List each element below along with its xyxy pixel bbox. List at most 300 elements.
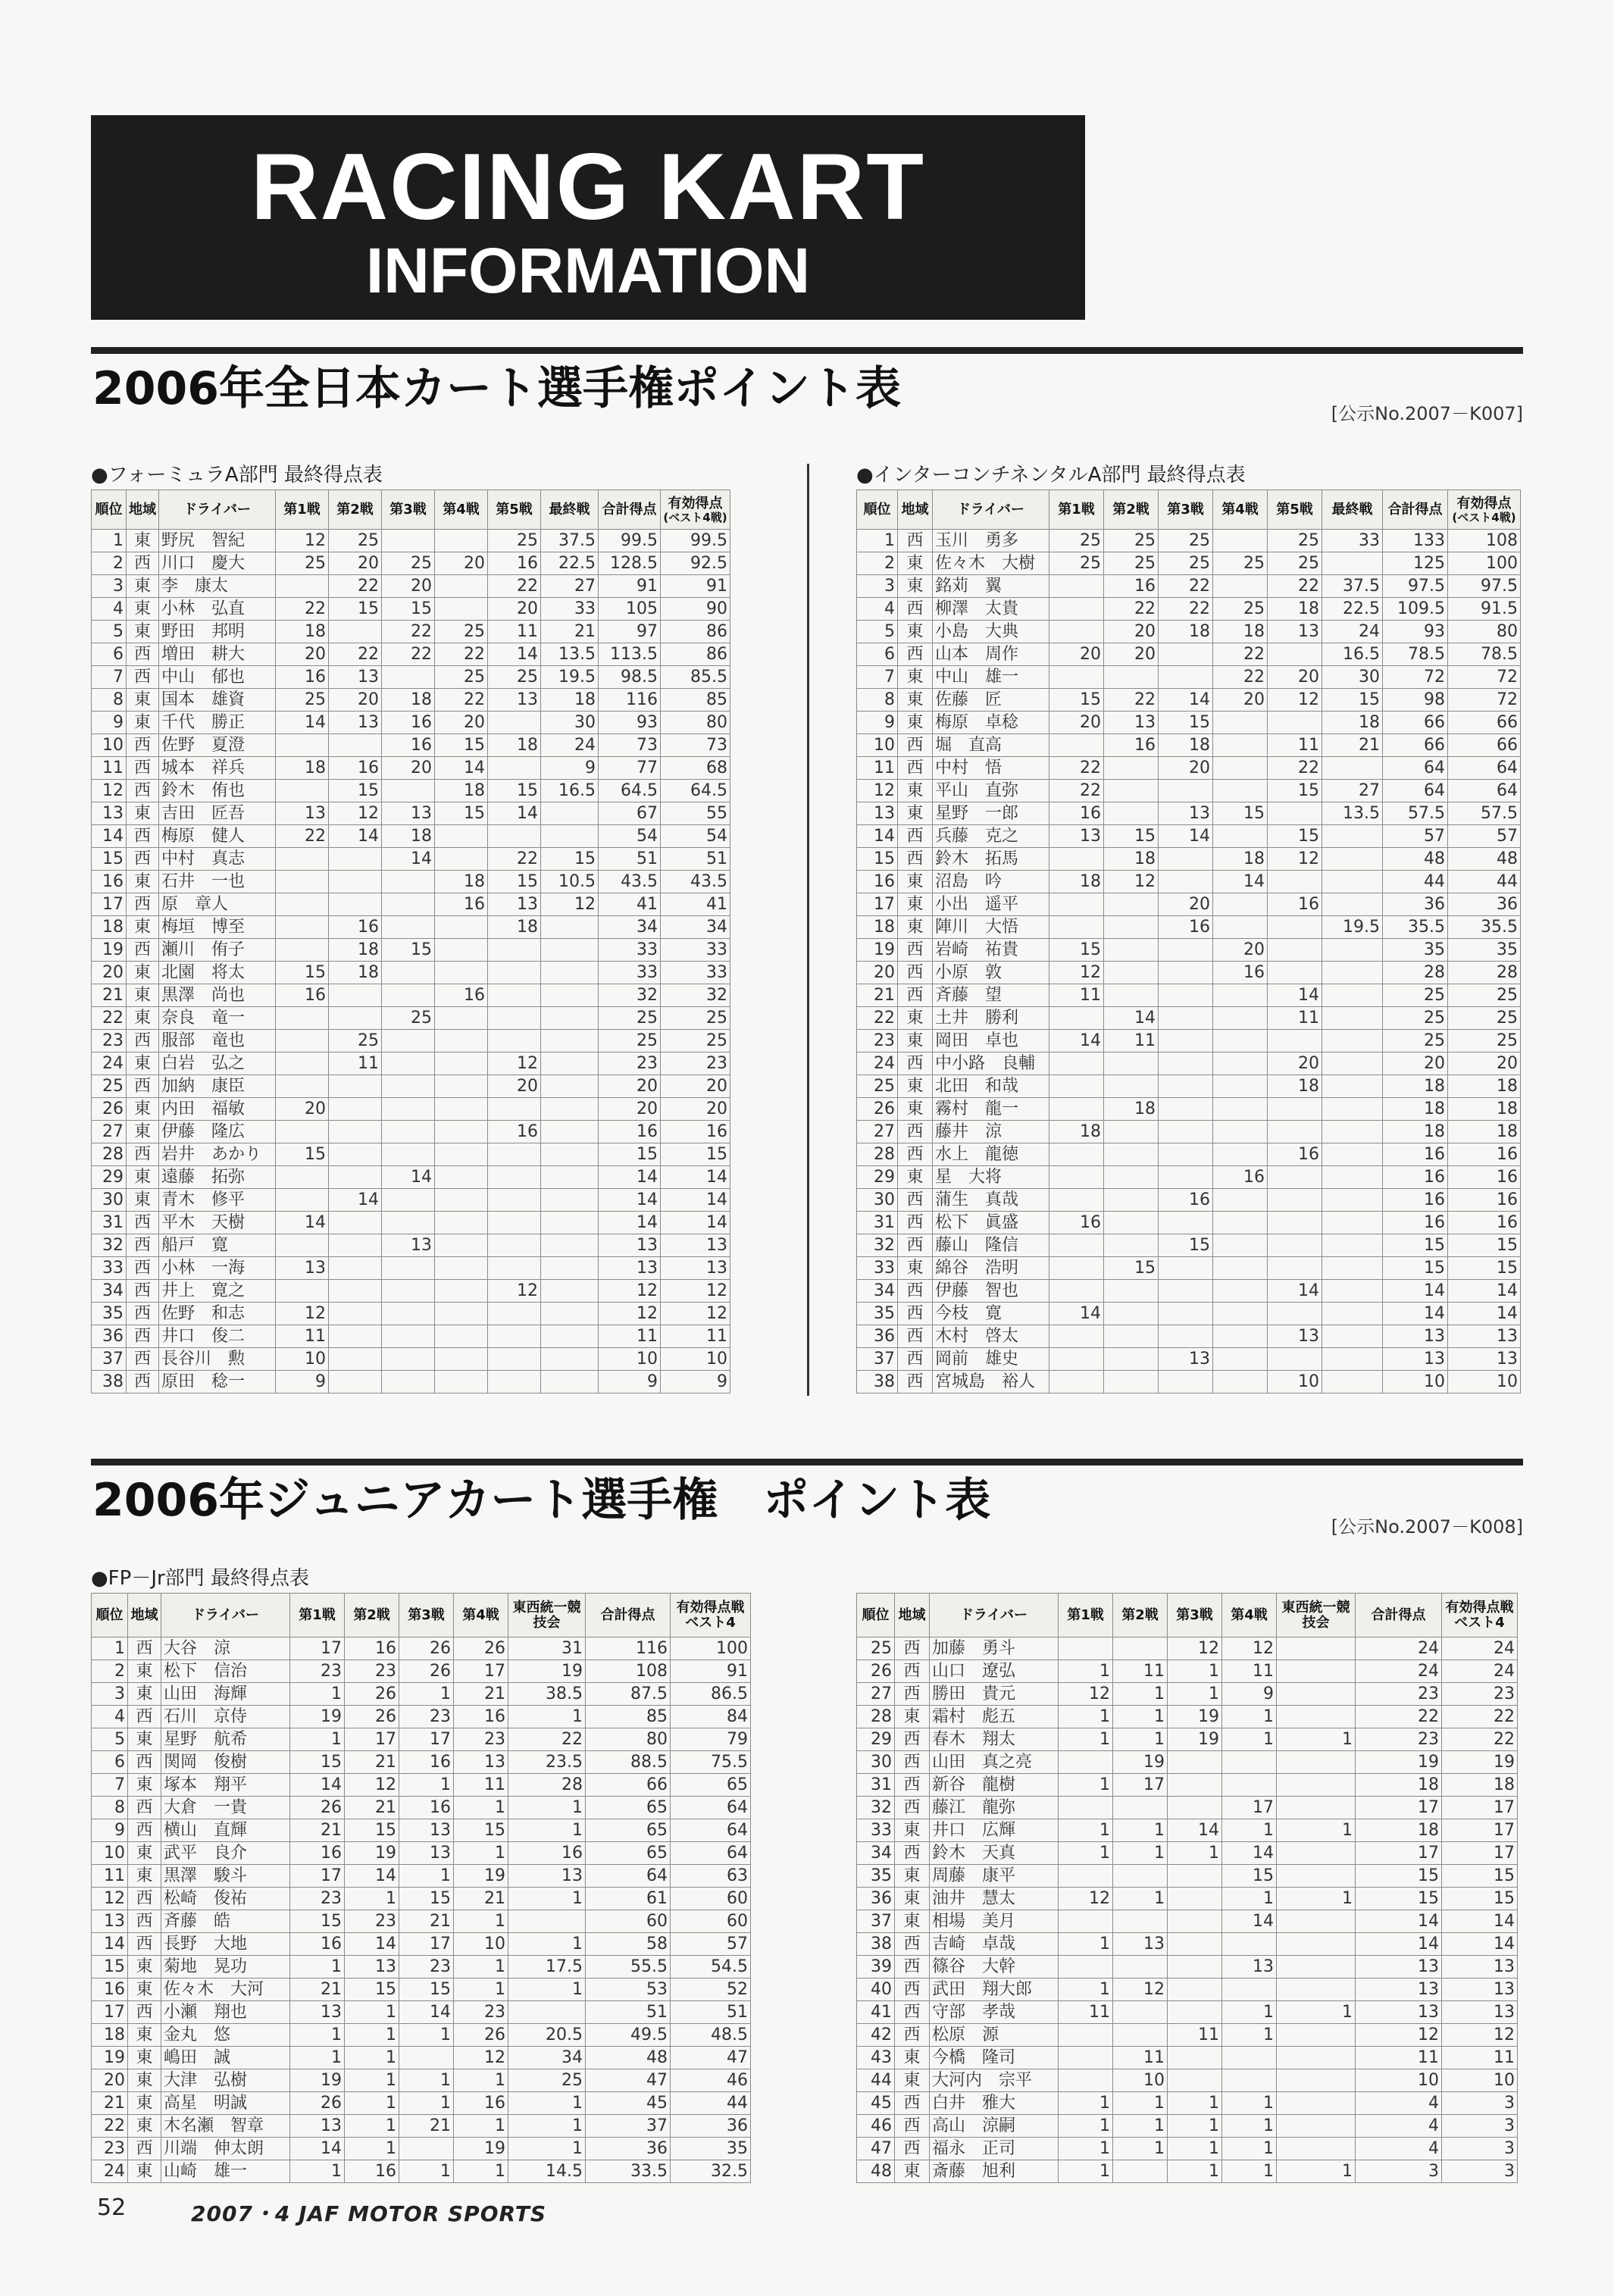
- points-cell: 1: [1277, 2160, 1356, 2183]
- points-cell: 48: [1448, 848, 1521, 871]
- points-cell: [435, 916, 488, 939]
- points-cell: 14: [290, 2138, 345, 2160]
- points-cell: 1: [1168, 2138, 1222, 2160]
- rank-cell: 12: [92, 1888, 128, 1910]
- points-cell: [435, 1143, 488, 1166]
- table-row: [92, 962, 730, 984]
- region-cell: 西: [127, 1371, 159, 1394]
- points-cell: 57: [671, 1933, 751, 1956]
- points-cell: [329, 871, 382, 893]
- region-cell: 西: [895, 2138, 930, 2160]
- region-cell: 東: [127, 802, 159, 825]
- points-cell: 86: [661, 643, 730, 666]
- points-cell: 25: [1104, 552, 1159, 575]
- rank-cell: 22: [857, 1007, 898, 1030]
- region-cell: 東: [128, 2115, 161, 2138]
- points-cell: [541, 1371, 599, 1394]
- points-cell: [1159, 1212, 1213, 1234]
- table-row: [92, 598, 730, 621]
- points-cell: [1277, 1842, 1356, 1865]
- table-row: [857, 1910, 1518, 1933]
- points-cell: 12: [276, 1303, 329, 1325]
- rank-cell: 30: [857, 1189, 898, 1212]
- points-cell: 22: [488, 575, 541, 598]
- points-cell: 33: [541, 598, 599, 621]
- points-cell: 1: [399, 2160, 454, 2183]
- region-cell: 東: [127, 1189, 159, 1212]
- points-cell: 18: [435, 780, 488, 802]
- points-cell: [1104, 1121, 1159, 1143]
- rank-cell: 28: [92, 1143, 127, 1166]
- points-cell: [1268, 1234, 1322, 1257]
- region-cell: 西: [127, 1348, 159, 1371]
- table-row: [92, 689, 730, 712]
- rank-cell: 35: [857, 1303, 898, 1325]
- banner-line2: INFORMATION: [365, 235, 811, 306]
- points-cell: 1: [290, 2047, 345, 2069]
- points-cell: 1: [454, 1910, 508, 1933]
- points-cell: 36: [1448, 893, 1521, 916]
- table-row: [857, 2138, 1518, 2160]
- points-cell: [1277, 1797, 1356, 1819]
- points-cell: 25: [508, 2069, 586, 2092]
- points-cell: [1168, 1865, 1222, 1888]
- points-cell: [1277, 1660, 1356, 1683]
- col-region: 地域: [895, 1594, 930, 1638]
- rank-cell: 33: [92, 1257, 127, 1280]
- points-cell: 20: [661, 1075, 730, 1098]
- points-cell: 20: [329, 552, 382, 575]
- points-cell: 14: [599, 1166, 661, 1189]
- driver-cell: 川口 慶大: [159, 552, 276, 575]
- points-cell: 16: [1049, 1212, 1104, 1234]
- points-cell: 9: [1222, 1683, 1277, 1706]
- points-cell: 12: [1113, 1979, 1168, 2001]
- points-cell: [541, 1257, 599, 1280]
- table-row: [92, 1683, 751, 1706]
- table-row: [857, 848, 1521, 871]
- points-cell: 53: [586, 1979, 671, 2001]
- table-row: [92, 1774, 751, 1797]
- points-cell: 84: [671, 1706, 751, 1728]
- points-cell: [276, 939, 329, 962]
- driver-cell: 大河内 宗平: [930, 2069, 1059, 2092]
- driver-cell: 堀 直高: [933, 734, 1049, 757]
- points-cell: [488, 1166, 541, 1189]
- intercon-a-title: ●インターコンチネンタルA部門 最終得点表: [856, 464, 1246, 486]
- points-cell: 47: [586, 2069, 671, 2092]
- table-row: [857, 598, 1521, 621]
- points-cell: 22: [435, 689, 488, 712]
- points-cell: 98.5: [599, 666, 661, 689]
- driver-cell: 沼島 吟: [933, 871, 1049, 893]
- points-cell: 33: [661, 962, 730, 984]
- points-cell: 25: [435, 666, 488, 689]
- rank-cell: 11: [92, 757, 127, 780]
- points-cell: 91: [599, 575, 661, 598]
- rank-cell: 7: [92, 666, 127, 689]
- region-cell: 西: [895, 1956, 930, 1979]
- driver-cell: 塚本 翔平: [161, 1774, 290, 1797]
- points-cell: 23: [661, 1053, 730, 1075]
- points-cell: 13: [276, 1257, 329, 1280]
- rank-cell: 15: [857, 848, 898, 871]
- points-cell: 20: [1104, 621, 1159, 643]
- region-cell: 東: [895, 1706, 930, 1728]
- region-cell: 西: [895, 1638, 930, 1660]
- points-cell: 15: [382, 939, 435, 962]
- points-cell: 99.5: [599, 530, 661, 552]
- points-cell: 23: [1442, 1683, 1518, 1706]
- points-cell: [1168, 2001, 1222, 2024]
- region-cell: 東: [895, 2160, 930, 2183]
- points-cell: 25: [276, 689, 329, 712]
- region-cell: 西: [127, 1303, 159, 1325]
- col-rank: 順位: [92, 490, 127, 530]
- table-row: [857, 1075, 1521, 1098]
- col-total: 合計得点: [599, 490, 661, 530]
- points-cell: 17: [290, 1638, 345, 1660]
- points-cell: [382, 1325, 435, 1348]
- points-cell: [1277, 2115, 1356, 2138]
- points-cell: [435, 1234, 488, 1257]
- points-cell: 18: [276, 757, 329, 780]
- points-cell: 13: [1049, 825, 1104, 848]
- points-cell: 37.5: [541, 530, 599, 552]
- page-number: 52: [97, 2194, 127, 2221]
- points-cell: [488, 757, 541, 780]
- table-row: [92, 530, 730, 552]
- points-cell: [1277, 1910, 1356, 1933]
- rank-cell: 8: [92, 1797, 128, 1819]
- points-cell: 13: [329, 712, 382, 734]
- region-cell: 西: [127, 1075, 159, 1098]
- points-cell: 13: [1442, 1956, 1518, 1979]
- points-cell: 55: [661, 802, 730, 825]
- points-cell: 22: [276, 598, 329, 621]
- table-row: [92, 621, 730, 643]
- points-cell: 14: [276, 1212, 329, 1234]
- points-cell: 15: [1268, 780, 1322, 802]
- points-cell: 13: [454, 1751, 508, 1774]
- table-row: [92, 939, 730, 962]
- points-cell: 60: [671, 1910, 751, 1933]
- region-cell: 西: [895, 1751, 930, 1774]
- points-cell: 125: [1383, 552, 1448, 575]
- points-cell: 64: [671, 1797, 751, 1819]
- rank-cell: 22: [92, 1007, 127, 1030]
- points-cell: 15: [1442, 1888, 1518, 1910]
- points-cell: [1104, 780, 1159, 802]
- points-cell: 20: [1049, 712, 1104, 734]
- driver-cell: 船戸 寛: [159, 1234, 276, 1257]
- points-cell: 14: [1356, 1933, 1442, 1956]
- region-cell: 東: [128, 2092, 161, 2115]
- points-cell: [382, 1075, 435, 1098]
- points-cell: 19: [1113, 1751, 1168, 1774]
- points-cell: 14: [1442, 1910, 1518, 1933]
- points-cell: 14: [1222, 1910, 1277, 1933]
- points-cell: [276, 1234, 329, 1257]
- rank-cell: 2: [857, 552, 898, 575]
- points-cell: 16: [599, 1121, 661, 1143]
- points-cell: 14: [345, 1865, 399, 1888]
- points-cell: 88.5: [586, 1751, 671, 1774]
- region-cell: 東: [895, 2069, 930, 2092]
- points-cell: 16: [1383, 1189, 1448, 1212]
- driver-cell: 藤山 隆信: [933, 1234, 1049, 1257]
- table-row: [857, 1143, 1521, 1166]
- points-cell: [1113, 2160, 1168, 2183]
- points-cell: [382, 1212, 435, 1234]
- rank-cell: 48: [857, 2160, 895, 2183]
- region-cell: 西: [895, 2092, 930, 2115]
- points-cell: 1: [454, 2160, 508, 2183]
- driver-cell: 小原 敦: [933, 962, 1049, 984]
- points-cell: [329, 1121, 382, 1143]
- points-cell: 15: [435, 802, 488, 825]
- table-row: [92, 2160, 751, 2183]
- region-cell: 西: [127, 825, 159, 848]
- table-row: [857, 916, 1521, 939]
- driver-cell: 篠谷 大幹: [930, 1956, 1059, 1979]
- points-cell: 12: [1268, 848, 1322, 871]
- points-cell: 25: [1448, 1007, 1521, 1030]
- points-cell: [1277, 1751, 1356, 1774]
- table-row: [92, 757, 730, 780]
- fp-jr-table-right: [856, 1593, 1518, 2183]
- points-cell: [382, 871, 435, 893]
- points-cell: [1213, 530, 1268, 552]
- col-valid-note: (ベスト4戦): [1452, 510, 1516, 524]
- points-cell: [276, 893, 329, 916]
- points-cell: 66: [1448, 712, 1521, 734]
- points-cell: [1049, 916, 1104, 939]
- region-cell: 東: [898, 1098, 933, 1121]
- rank-cell: 16: [857, 871, 898, 893]
- rank-cell: 42: [857, 2024, 895, 2047]
- points-cell: [1213, 1030, 1268, 1053]
- points-cell: 58: [586, 1933, 671, 1956]
- points-cell: 21: [454, 1683, 508, 1706]
- points-cell: 1: [508, 2138, 586, 2160]
- points-cell: 35: [1448, 939, 1521, 962]
- points-cell: [276, 1030, 329, 1053]
- points-cell: [488, 1371, 541, 1394]
- region-cell: 西: [895, 1979, 930, 2001]
- points-cell: 13: [399, 1842, 454, 1865]
- points-cell: 11: [599, 1325, 661, 1348]
- points-cell: 3: [1442, 2092, 1518, 2115]
- table-row: [857, 825, 1521, 848]
- points-cell: [329, 1257, 382, 1280]
- points-cell: 13: [1222, 1956, 1277, 1979]
- region-cell: 西: [895, 1728, 930, 1751]
- points-cell: 1: [1113, 1683, 1168, 1706]
- points-cell: 22.5: [541, 552, 599, 575]
- points-cell: 13: [329, 666, 382, 689]
- points-cell: 22: [1104, 689, 1159, 712]
- points-cell: [1268, 1189, 1322, 1212]
- points-cell: [541, 1121, 599, 1143]
- points-cell: 13: [382, 802, 435, 825]
- driver-cell: 山田 海輝: [161, 1683, 290, 1706]
- table-row: [857, 939, 1521, 962]
- points-cell: 20: [382, 757, 435, 780]
- points-cell: 17.5: [508, 1956, 586, 1979]
- points-cell: 22: [382, 621, 435, 643]
- points-cell: [541, 962, 599, 984]
- table-row: [92, 1303, 730, 1325]
- points-cell: 16: [399, 1751, 454, 1774]
- driver-cell: 原田 稔一: [159, 1371, 276, 1394]
- points-cell: 34: [508, 2047, 586, 2069]
- points-cell: 41: [599, 893, 661, 916]
- driver-cell: 長谷川 勲: [159, 1348, 276, 1371]
- points-cell: 12: [1268, 689, 1322, 712]
- points-cell: 13: [1383, 1348, 1448, 1371]
- region-cell: 東: [127, 1098, 159, 1121]
- points-cell: 36: [1383, 893, 1448, 916]
- col-valid-label: 有効得点: [1456, 495, 1512, 511]
- points-cell: [435, 1348, 488, 1371]
- points-cell: 108: [1448, 530, 1521, 552]
- col-final: 最終戦: [541, 490, 599, 530]
- table-row: [92, 1030, 730, 1053]
- points-cell: [435, 1075, 488, 1098]
- region-cell: 西: [127, 780, 159, 802]
- table-row: [92, 1053, 730, 1075]
- rank-cell: 4: [857, 598, 898, 621]
- points-cell: [276, 1053, 329, 1075]
- points-cell: [1159, 1121, 1213, 1143]
- rank-cell: 29: [92, 1166, 127, 1189]
- region-cell: 東: [895, 1819, 930, 1842]
- points-cell: 66: [586, 1774, 671, 1797]
- driver-cell: 陣川 大悟: [933, 916, 1049, 939]
- points-cell: 13: [1159, 802, 1213, 825]
- driver-cell: 綿谷 浩明: [933, 1257, 1049, 1280]
- region-cell: 東: [127, 712, 159, 734]
- points-cell: [1159, 1257, 1213, 1280]
- points-cell: 15: [1213, 802, 1268, 825]
- points-cell: [1049, 1371, 1104, 1394]
- points-cell: [1213, 1212, 1268, 1234]
- points-cell: [541, 1007, 599, 1030]
- points-cell: 12: [1104, 871, 1159, 893]
- rank-cell: 11: [857, 757, 898, 780]
- points-cell: 1: [1059, 1979, 1113, 2001]
- table-row: [857, 2160, 1518, 2183]
- rank-cell: 5: [857, 621, 898, 643]
- points-cell: [1322, 984, 1383, 1007]
- driver-cell: 銘苅 翼: [933, 575, 1049, 598]
- points-cell: [329, 1371, 382, 1394]
- points-cell: 49.5: [586, 2024, 671, 2047]
- rank-cell: 22: [92, 2115, 128, 2138]
- points-cell: [382, 893, 435, 916]
- points-cell: [1213, 1280, 1268, 1303]
- points-cell: 18: [1268, 598, 1322, 621]
- points-cell: 17: [1442, 1797, 1518, 1819]
- points-cell: [1159, 780, 1213, 802]
- points-cell: 1: [1059, 2092, 1113, 2115]
- points-cell: 16.5: [1322, 643, 1383, 666]
- rank-cell: 39: [857, 1956, 895, 1979]
- points-cell: 14: [1222, 1842, 1277, 1865]
- points-cell: 13: [290, 2001, 345, 2024]
- points-cell: 1: [345, 2092, 399, 2115]
- table-row: [92, 1865, 751, 1888]
- points-cell: 18: [1213, 848, 1268, 871]
- region-cell: 東: [898, 1007, 933, 1030]
- points-cell: 17: [1442, 1842, 1518, 1865]
- table-row: [92, 2092, 751, 2115]
- points-cell: [488, 1325, 541, 1348]
- rank-cell: 6: [92, 1751, 128, 1774]
- points-cell: 9: [276, 1371, 329, 1394]
- points-cell: 12: [345, 1774, 399, 1797]
- points-cell: 23: [399, 1956, 454, 1979]
- points-cell: 12: [541, 893, 599, 916]
- points-cell: [1159, 1303, 1213, 1325]
- points-cell: 15: [488, 780, 541, 802]
- points-cell: [488, 984, 541, 1007]
- rank-cell: 24: [857, 1053, 898, 1075]
- points-cell: [1213, 712, 1268, 734]
- driver-cell: 藤江 龍弥: [930, 1797, 1059, 1819]
- points-cell: [1322, 1371, 1383, 1394]
- points-cell: 14: [599, 1189, 661, 1212]
- points-cell: [276, 1075, 329, 1098]
- points-cell: [1277, 2069, 1356, 2092]
- points-cell: 16: [1213, 1166, 1268, 1189]
- points-cell: 15: [1222, 1865, 1277, 1888]
- points-cell: 21: [290, 1979, 345, 2001]
- points-cell: 17: [399, 1728, 454, 1751]
- points-cell: 60: [586, 1910, 671, 1933]
- points-cell: 38.5: [508, 1683, 586, 1706]
- points-cell: 1: [1059, 1933, 1113, 1956]
- points-cell: [1322, 1280, 1383, 1303]
- points-cell: 24: [541, 734, 599, 757]
- region-cell: 東: [898, 780, 933, 802]
- points-cell: 64: [1448, 780, 1521, 802]
- points-cell: 97.5: [1383, 575, 1448, 598]
- points-cell: [1222, 2047, 1277, 2069]
- points-cell: 14: [661, 1166, 730, 1189]
- points-cell: 13: [1104, 712, 1159, 734]
- points-cell: 23: [454, 2001, 508, 2024]
- region-cell: 東: [895, 2047, 930, 2069]
- points-cell: 18: [541, 689, 599, 712]
- points-cell: 18: [1213, 621, 1268, 643]
- points-cell: 4: [1356, 2092, 1442, 2115]
- points-cell: 1: [454, 1842, 508, 1865]
- points-cell: [1049, 848, 1104, 871]
- points-cell: 1: [1277, 1819, 1356, 1842]
- points-cell: 14: [329, 825, 382, 848]
- points-cell: 1: [1222, 2115, 1277, 2138]
- points-cell: [1059, 1751, 1113, 1774]
- points-cell: 63: [671, 1865, 751, 1888]
- table-row: [92, 1348, 730, 1371]
- points-cell: [1322, 1007, 1383, 1030]
- points-cell: 16: [382, 712, 435, 734]
- fp-jr-header-left: [92, 1594, 751, 1638]
- driver-cell: 大谷 涼: [161, 1638, 290, 1660]
- points-cell: 1: [1168, 2160, 1222, 2183]
